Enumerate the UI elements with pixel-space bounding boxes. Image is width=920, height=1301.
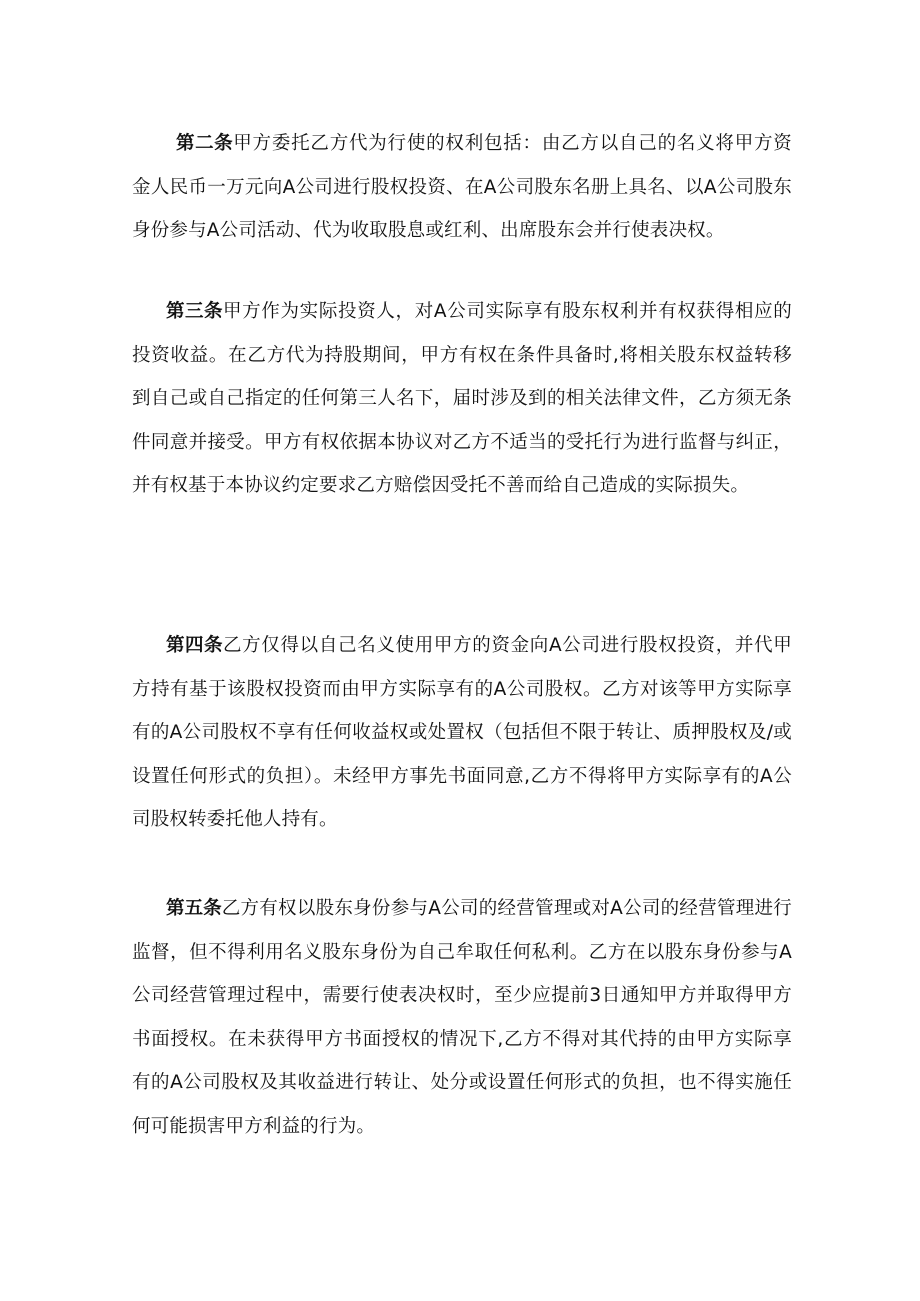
article-4-heading: 第四条: [166, 635, 223, 656]
article-5-heading: 第五条: [166, 898, 222, 919]
article-4-paragraph: [132, 624, 792, 842]
article-2-heading: 第二条: [176, 133, 234, 154]
article-5-paragraph: [132, 887, 792, 1148]
article-5-text: 乙方有权以股东身份参与A公司的经营管理或对A公司的经营管理进行监督，但不得利用名义股东身份为自己牟取任何私利。乙方在以股东身份参与A公司经营管理过程中，需要行使表决权时，至少应提前3日通知甲方并取得甲方书面授权。在未获得甲方书面授权的情况下,乙方不得对其代持的由甲方实际享有的A公司股权及其收益进行转让、处分或设置任何形式的负担，也不得实施任何可能损害甲方利益的行为。: [132, 898, 792, 1137]
article-2-paragraph: [132, 122, 792, 253]
article-3-text: 甲方作为实际投资人，对A公司实际享有股东权利并有权获得相应的投资收益。在乙方代为持股期间，甲方有权在条件具备时,将相关股东权益转移到自己或自己指定的任何第三人名下，届时涉及到的相关法律文件，乙方须无条件同意并接受。甲方有权依据本协议对乙方不适当的受托行为进行监督与纠正，并有权基于本协议约定要求乙方赔偿因受托不善而给自己造成的实际损失。: [132, 301, 792, 496]
article-4-text: 乙方仅得以自己名义使用甲方的资金向A公司进行股权投资，并代甲方持有基于该股权投资而由甲方实际享有的A公司股权。乙方对该等甲方实际享有的A公司股权不享有任何收益权或处置权（包括但不限于转让、质押股权及/或设置任何形式的负担）。未经甲方事先书面同意,乙方不得将甲方实际享有的A公司股权转委托他人持有。: [132, 635, 792, 830]
article-3-paragraph: [132, 290, 792, 508]
article-3-heading: 第三条: [166, 301, 223, 322]
article-2-text: 甲方委托乙方代为行使的权利包括：由乙方以自己的名义将甲方资金人民币一万元向A公司进行股权投资、在A公司股东名册上具名、以A公司股东身份参与A公司活动、代为收取股息或红利、出席股东会并行使表决权。: [132, 133, 792, 241]
